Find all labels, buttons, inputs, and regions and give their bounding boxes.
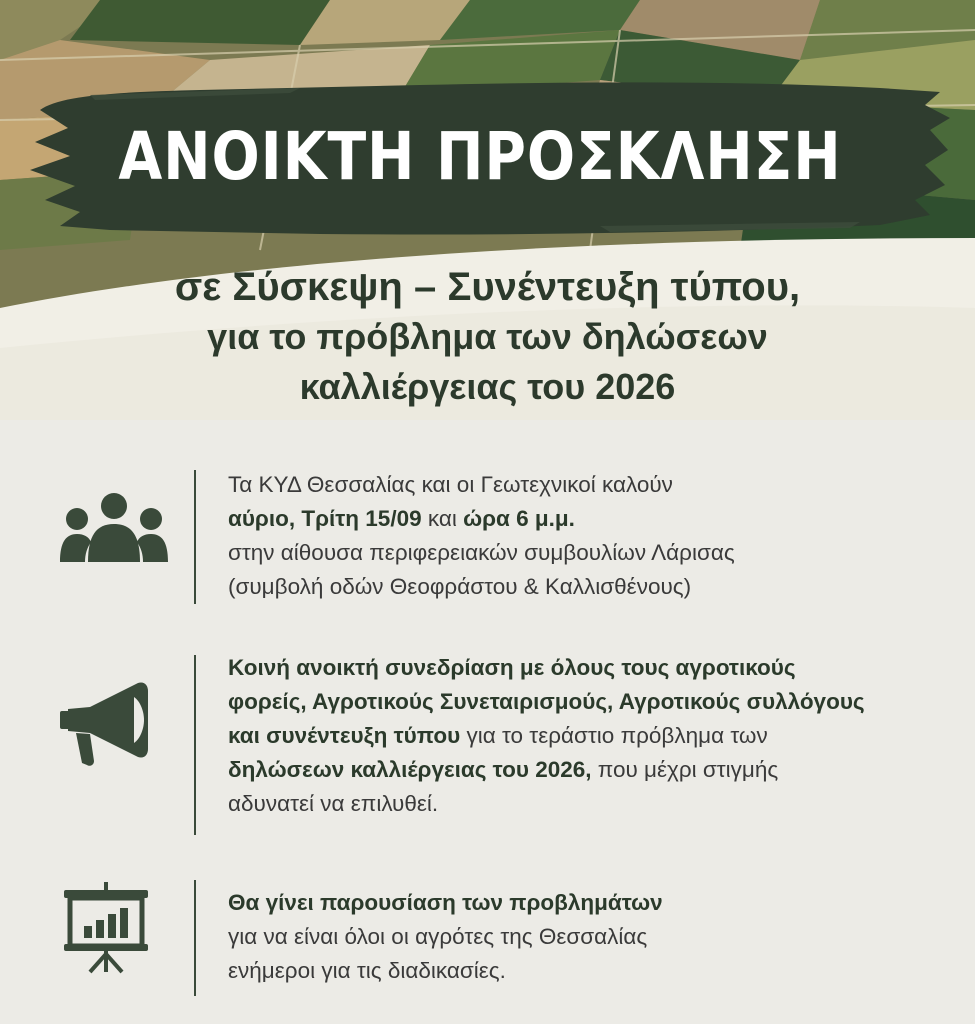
section-divider [194,655,196,835]
line: φορείς, Αγροτικούς Συνεταιρισμούς, Αγροτικούς συλλόγους [228,689,865,714]
line: αδυνατεί να επιλυθεί. [228,791,439,816]
venue-line: στην αίθουσα περιφερειακών συμβουλίων Λάρισας [228,540,735,565]
line: για να είναι όλοι οι αγρότες της Θεσσαλίας [228,924,648,949]
line: Τα ΚΥΔ Θεσσαλίας και οι Γεωτεχνικοί καλούν [228,472,673,497]
subtitle-block [0,262,975,412]
line: και συνέντευξη τύπου για το τεράστιο πρόβλημα των [228,723,768,748]
line: δηλώσεων καλλιέργειας του 2026, που μέχρι στιγμής [228,757,779,782]
section-2-text [228,651,958,821]
line: ενήμεροι για τις διαδικασίες. [228,958,506,983]
section-divider [194,470,196,604]
section-presentation [0,880,975,1000]
subtitle-line-1: σε Σύσκεψη – Συνέντευξη τύπου, [174,265,801,309]
line: Θα γίνει παρουσίαση των προβλημάτων [228,890,663,915]
section-invitation [0,470,975,610]
address-line: (συμβολή οδών Θεοφράστου & Καλλισθένους) [228,574,692,599]
megaphone-icon [60,677,160,767]
section-meeting [0,655,975,845]
people-group-icon [60,492,168,562]
section-divider [194,880,196,996]
section-3-text [228,886,958,988]
subtitle-line-2: για το πρόβλημα των δηλώσεων [207,316,768,357]
date-time-line: αύριο, Τρίτη 15/09 και ώρα 6 μ.μ. [228,506,575,531]
subtitle-line-3: καλλιέργειας του 2026 [299,366,676,407]
page-title: ΑΝΟΙΚΤΗ ΠΡΟΣΚΛΗΣΗ [118,118,842,195]
section-1-text [228,468,958,604]
presentation-chart-icon [60,882,152,974]
line: Κοινή ανοικτή συνεδρίαση με όλους τους αγροτικούς [228,655,796,680]
